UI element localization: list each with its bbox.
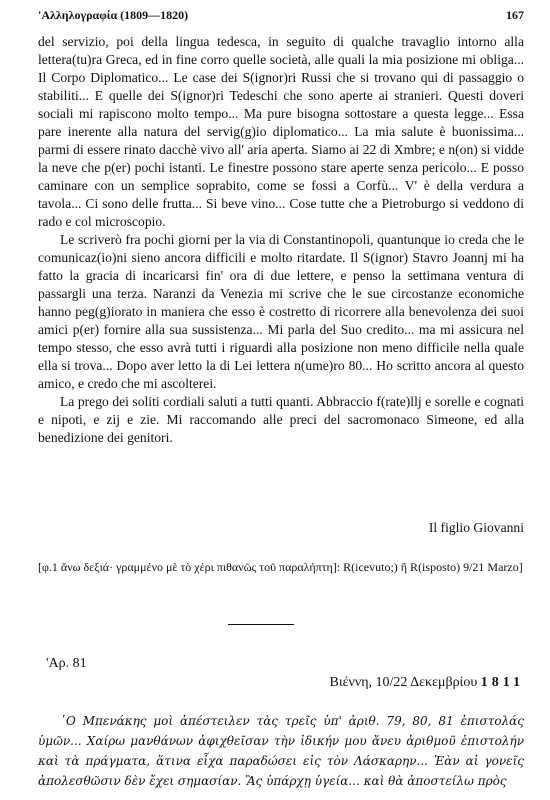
- letter-year: 1811: [480, 675, 524, 690]
- letter-number: 'Αρ. 81: [46, 656, 87, 671]
- greek-letter-text: [38, 711, 524, 791]
- running-title: 'Αλληλογραφία (1809—1820): [38, 8, 189, 22]
- section-divider: [228, 624, 294, 625]
- place-date: Βιέννη, 10/22 Δεκεμβρίου: [329, 675, 478, 690]
- place-date-line: [330, 675, 524, 691]
- letter-body: [38, 33, 524, 447]
- running-header: [38, 8, 524, 26]
- paragraph-1: del servizio, poi della lingua tedesca, in seguito di qualche travaglio intorno alla lettera(tu)ra Greca, ed in fine corro quelle società, alle quali la mia posizione mi obliga... Il Corpo Diplomatico... Le case dei S(ignor)ri Russi che si trovano qui di passaggio o stabiliti... E quelle dei S(ignor)ri Tedeschi che sono aperte ai stranieri. Questi doveri sociali mi rapiscono molto tempo... Ma pure bisogna sottostare a questa legge... Essa pare inerente alla natura del servig(g)io diplomatico... La mia salute è buonissima... parmi di essere rinato dacchè vivo all' aria aperta. Siamo ai 22 di Xmbre; e n(on) si vidde la neve che p(er) pochi istanti. Le finestre possono stare aperte senza pericolo... E posso caminare con un semplice soprabito, come se fossi a Corfù... V' è della verdura a tavola... Ci sono delle frutta... Si beve vino... Cose tutte che a Pietroburgo si veddono di rado e col microscopio.: [38, 34, 524, 229]
- paragraph-3: La prego dei soliti cordiali saluti a tutti quanti. Abbraccio f(rate)llj e sorelle e cognati e nipoti, e zij e zie. Mi raccomando alle preci del sacromonaco Simeone, ed alla benedizione dei genitori.: [38, 394, 524, 445]
- paragraph-2: Le scriverò fra pochi giorni per la via di Constantinopoli, quantunque io creda che le comunicaz(io)ni sieno ancora difficili e molto ritardate. Il S(ignor) Stavro Joannj mi ha fatto la gracia di incaricarsi fin' ora di due lettere, e penso la settimana ventura di passargli una terza. Naranzi da Venezia mi scrive che le sue circostanze economiche hanno peg(g)iorato in maniera che esso è costretto di ricorrere alla benevolenza dei suoi amici p(er) fornire alla sua sussistenza... Mi parla del Suo credito... ma mi assicura nel tempo stesso, che esso avrà tutti i riguardi alla posizione non meno difficile nella quale ella si trova... Dopo aver letto la di Lei lettera n(ume)ro 80... Ho scritto ancora al questo amico, e credo che mi ascolterei.: [38, 232, 524, 391]
- signature: Il figlio Giovanni: [428, 520, 524, 535]
- editorial-note: [φ.1 ἄνω δεξιά· γραμμένο μὲ τὸ χέρι πιθανῶς τοῦ παραλήπτη]: R(icevuto;) ἢ R(isposto) 9/21 Marzo]: [38, 560, 523, 574]
- page-number: 167: [506, 8, 524, 22]
- greek-paragraph: ῾Ο Μπενάκης μοὶ ἀπέστειλεν τὰς τρεῖς ὑπ' ἀριθ. 79, 80, 81 ἐπιστολάς ὑμῶν... Χαίρω μανθάνων ἀφιχθεῖσαν τὴν ἰδικήν μου ἄνευ ἀριθμοῦ ἐπιστολήν καὶ τὰ πράγματα, ἅτινα εἶχα παραδώσει εἰς τὸν Λάσκαρην... Ἐὰν αἱ γονεῖς ἀπολεσθῶσιν δὲν ἔχει σημασίαν. Ἂς ὑπάρχῃ ὑγεία... καὶ θὰ ἀποστείλω πρὸς: [38, 714, 524, 788]
